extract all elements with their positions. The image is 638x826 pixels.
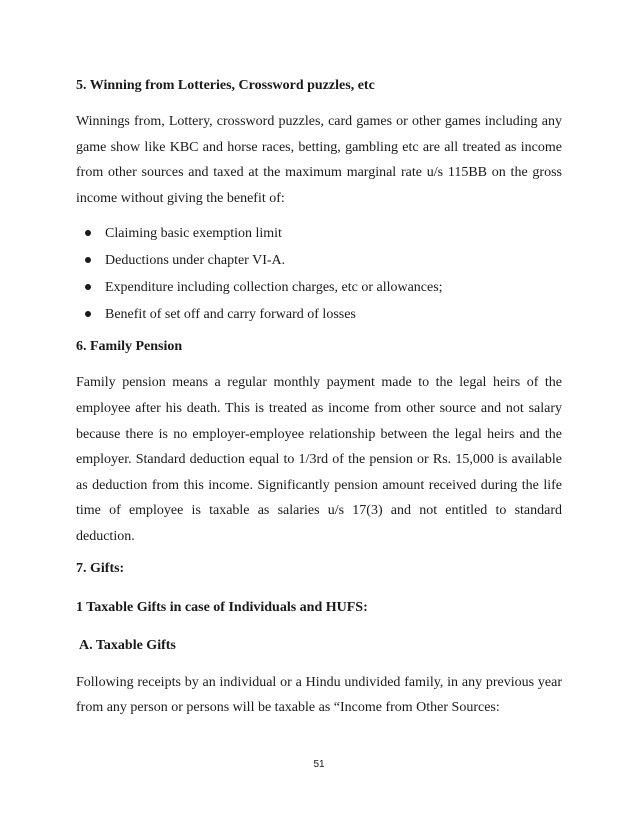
benefit-list: [76, 220, 562, 328]
family-pension-paragraph: Family pension means a regular monthly payment made to the legal heirs of the employee after his death. This is treated as income from other source and not salary because there is no employer-employee relationship between the legal heirs and the employer. Standard deduction equal to 1/3rd of the pension or Rs. 15,000 is available as deduction from this income. Significantly pension amount received during the life time of employee is taxable as salaries u/s 17(3) and not entitled to standard deduction.: [76, 375, 562, 544]
list-item: Benefit of set off and carry forward of losses: [76, 301, 562, 328]
list-item: Expenditure including collection charges, etc or allowances;: [76, 274, 562, 301]
document-page: [76, 70, 562, 721]
page-number: 51: [313, 759, 325, 770]
list-item: Deductions under chapter VI-A.: [76, 247, 562, 274]
taxable-gifts-paragraph: Following receipts by an individual or a Hindu undivided family, in any previous year from any person or persons will be taxable as “Income from Other Sources:: [76, 674, 562, 716]
subheading-taxable-gifts: A. Taxable Gifts: [79, 637, 176, 653]
section-heading-family-pension: 6. Family Pension: [76, 339, 183, 355]
lotteries-paragraph: Winnings from, Lottery, crossword puzzles, card games or other games including any game show like KBC and horse races, betting, gambling etc are all treated as income from other sources and taxed at the maximum marginal rate u/s 115BB on the gross income without giving the benefit of:: [76, 114, 562, 206]
subheading-taxable-gifts-individuals: 1 Taxable Gifts in case of Individuals and HUFS:: [76, 599, 368, 615]
section-heading-lotteries: 5. Winning from Lotteries, Crossword puzzles, etc: [76, 78, 375, 93]
section-heading-gifts: 7. Gifts:: [76, 560, 125, 576]
list-item: Claiming basic exemption limit: [76, 220, 562, 247]
